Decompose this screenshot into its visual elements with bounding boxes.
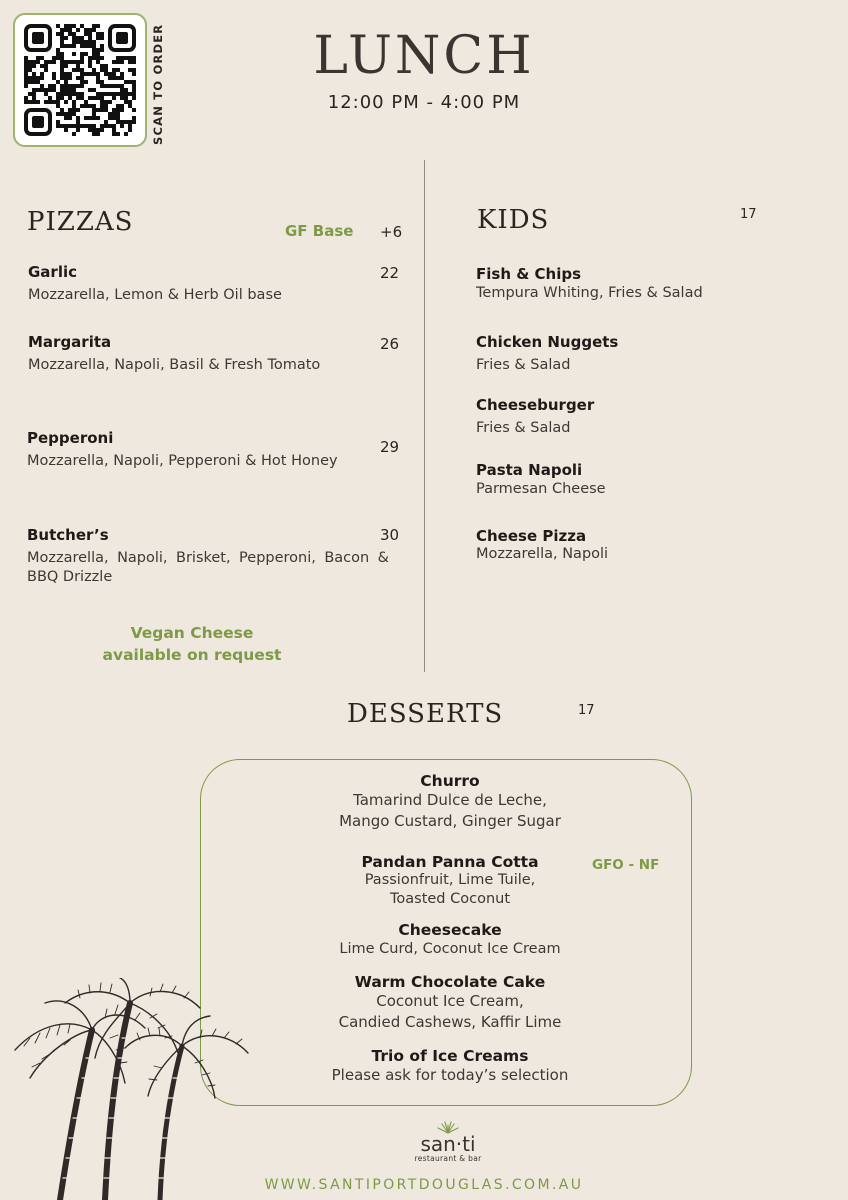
palm-tree-icon bbox=[0, 978, 260, 1200]
dessert-description-line: Passionfruit, Lime Tuile, bbox=[364, 872, 536, 888]
opening-hours: 12:00 PM - 4:00 PM bbox=[327, 92, 521, 113]
menu-item-name: Cheeseburger bbox=[476, 396, 595, 414]
menu-item-description: Parmesan Cheese bbox=[476, 481, 606, 497]
dessert-description-line: Please ask for today’s selection bbox=[331, 1066, 569, 1084]
dessert-name: Warm Chocolate Cake bbox=[354, 973, 546, 991]
dessert-description-line: Tamarind Dulce de Leche, bbox=[353, 791, 547, 809]
menu-item-price: 30 bbox=[380, 526, 400, 544]
kids-title: KIDS bbox=[477, 205, 550, 235]
menu-item-name: Cheese Pizza bbox=[476, 527, 587, 545]
dessert-name: Pandan Panna Cotta bbox=[361, 853, 539, 871]
menu-item-price: 22 bbox=[380, 264, 400, 282]
column-divider bbox=[424, 160, 425, 672]
menu-item-price: 26 bbox=[380, 335, 400, 353]
santi-logo bbox=[400, 1120, 496, 1163]
gf-base-price: +6 bbox=[380, 223, 403, 241]
menu-item-name: Fish & Chips bbox=[476, 265, 582, 283]
dessert-item bbox=[250, 973, 650, 1033]
menu-item-description: Mozzarella, Napoli bbox=[476, 546, 609, 562]
menu-item-description: Mozzarella, Napoli, Brisket, Pepperoni, Bacon & BBQ Drizzle bbox=[27, 550, 389, 585]
menu-item-name: Garlic bbox=[28, 263, 78, 281]
dessert-item bbox=[250, 921, 650, 960]
desserts-price: 17 bbox=[578, 703, 595, 718]
dessert-item bbox=[250, 772, 650, 832]
menu-item-description: Fries & Salad bbox=[476, 357, 571, 373]
menu-item-name: Pasta Napoli bbox=[476, 461, 583, 479]
dessert-name: Trio of Ice Creams bbox=[371, 1047, 529, 1065]
pizzas-title: PIZZAS bbox=[27, 207, 134, 237]
dessert-description-line: Mango Custard, Ginger Sugar bbox=[339, 812, 561, 830]
dessert-name: Cheesecake bbox=[398, 921, 502, 939]
dessert-description-line: Toasted Coconut bbox=[389, 891, 511, 907]
menu-item-description: Tempura Whiting, Fries & Salad bbox=[476, 285, 703, 301]
menu-item-name: Pepperoni bbox=[27, 429, 114, 447]
dessert-name: Churro bbox=[420, 772, 480, 790]
vegan-cheese-note: Vegan Cheese available on request bbox=[102, 624, 282, 664]
menu-item-description: Fries & Salad bbox=[476, 420, 571, 436]
menu-item-price: 29 bbox=[380, 438, 400, 456]
gfo-nf-note: GFO - NF bbox=[592, 857, 660, 873]
page-title: LUNCH bbox=[313, 26, 535, 86]
dessert-description-line: Lime Curd, Coconut Ice Cream bbox=[339, 941, 561, 957]
gf-base-label: GF Base bbox=[285, 222, 354, 240]
dessert-item bbox=[250, 1047, 650, 1086]
dessert-description-line: Coconut Ice Cream, bbox=[376, 992, 524, 1010]
kids-price: 17 bbox=[740, 207, 757, 222]
desserts-title: DESSERTS bbox=[347, 699, 504, 729]
dessert-item bbox=[250, 853, 650, 909]
menu-item-description: Mozzarella, Napoli, Pepperoni & Hot Honey bbox=[27, 453, 338, 469]
menu-item-name: Margarita bbox=[28, 333, 112, 351]
menu-item-name: Chicken Nuggets bbox=[476, 333, 619, 351]
menu-item-name: Butcher’s bbox=[27, 526, 109, 544]
menu-item-description: Mozzarella, Napoli, Basil & Fresh Tomato bbox=[28, 357, 321, 373]
website-link[interactable]: WWW.SANTIPORTDOUGLAS.COM.AU bbox=[264, 1177, 584, 1193]
scan-to-order-label: SCAN TO ORDER bbox=[151, 23, 165, 145]
logo-subtitle: restaurant & bar bbox=[414, 1154, 482, 1163]
menu-item-description: Mozzarella, Lemon & Herb Oil base bbox=[28, 287, 282, 303]
logo-name: san·ti bbox=[420, 1132, 476, 1156]
dessert-description-line: Candied Cashews, Kaffir Lime bbox=[338, 1013, 562, 1031]
